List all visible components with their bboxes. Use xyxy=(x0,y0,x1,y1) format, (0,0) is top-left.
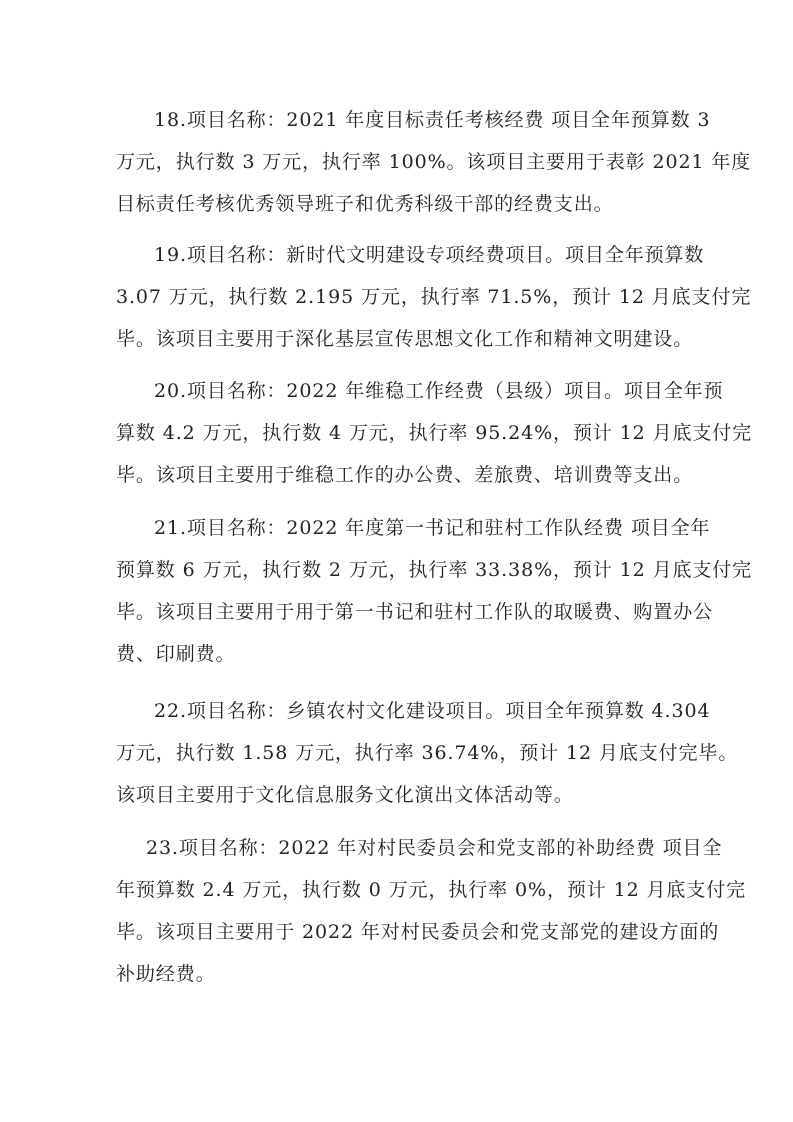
paragraph-line: 22.项目名称：乡镇农村文化建设项目。项目全年预算数 4.304 xyxy=(154,700,711,722)
paragraph-line: 毕。该项目主要用于用于第一书记和驻村工作队的取暖费、购置办公 xyxy=(116,601,714,623)
paragraph-item-22 xyxy=(116,690,739,816)
paragraph-line: 18.项目名称：2021 年度目标责任考核经费 项目全年预算数 3 xyxy=(154,109,711,131)
paragraph-line: 3.07 万元，执行数 2.195 万元，执行率 71.5%，预计 12 月底支付完 xyxy=(116,286,752,308)
paragraph-item-23 xyxy=(116,827,747,995)
paragraph-line: 该项目主要用于文化信息服务文化演出文体活动等。 xyxy=(116,784,574,806)
paragraph-item-20 xyxy=(116,370,753,496)
paragraph-line: 预算数 6 万元，执行数 2 万元，执行率 33.38%，预计 12 月底支付完 xyxy=(116,559,753,581)
paragraph-line: 费、印刷费。 xyxy=(116,643,236,665)
paragraph-line: 目标责任考核优秀领导班子和优秀科级干部的经费支出。 xyxy=(116,193,614,215)
paragraph-line: 补助经费。 xyxy=(116,963,216,985)
paragraph-line: 年预算数 2.4 万元，执行数 0 万元，执行率 0%，预计 12 月底支付完 xyxy=(116,879,747,901)
paragraph-line: 万元，执行数 3 万元，执行率 100%。该项目主要用于表彰 2021 年度 xyxy=(116,151,752,173)
paragraph-item-18 xyxy=(116,99,752,225)
paragraph-line: 19.项目名称：新时代文明建设专项经费项目。项目全年预算数 xyxy=(154,244,705,266)
paragraph-line: 20.项目名称：2022 年维稳工作经费（县级）项目。项目全年预 xyxy=(154,380,724,402)
paragraph-item-21 xyxy=(116,507,753,675)
paragraph-line: 毕。该项目主要用于深化基层宣传思想文化工作和精神文明建设。 xyxy=(116,328,694,350)
paragraph-line: 毕。该项目主要用于 2022 年对村民委员会和党支部党的建设方面的 xyxy=(116,921,720,943)
paragraph-line: 23.项目名称：2022 年对村民委员会和党支部的补助经费 项目全 xyxy=(146,837,723,859)
paragraph-line: 21.项目名称：2022 年度第一书记和驻村工作队经费 项目全年 xyxy=(154,517,711,539)
paragraph-line: 算数 4.2 万元，执行数 4 万元，执行率 95.24%，预计 12 月底支付完 xyxy=(116,422,753,444)
paragraph-item-19 xyxy=(116,234,752,360)
paragraph-line: 毕。该项目主要用于维稳工作的办公费、差旅费、培训费等支出。 xyxy=(116,464,694,486)
paragraph-line: 万元，执行数 1.58 万元，执行率 36.74%，预计 12 月底支付完毕。 xyxy=(116,742,739,764)
